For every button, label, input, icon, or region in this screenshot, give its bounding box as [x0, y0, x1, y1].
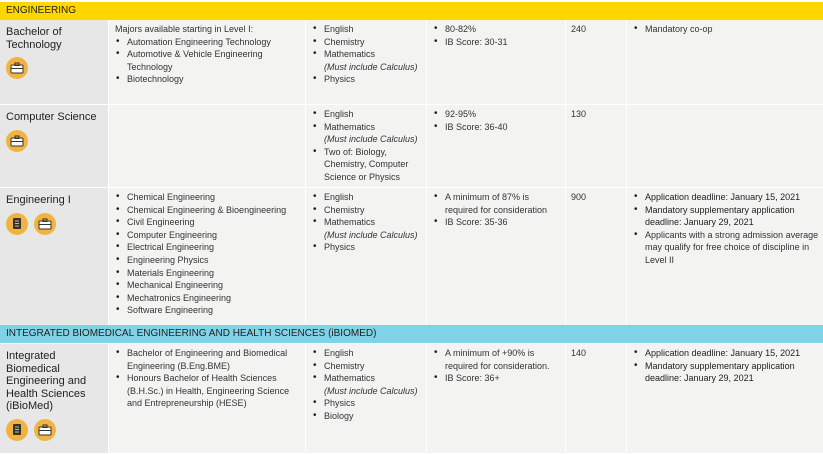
list-item: • Chemistry: [312, 204, 424, 217]
list-item: • Civil Engineering: [115, 216, 301, 229]
list-item: • Electrical Engineering: [115, 241, 301, 254]
courses-cell: [306, 344, 426, 453]
program-name-cell: [0, 188, 108, 325]
section-header-engineering: ENGINEERING: [0, 2, 823, 20]
list-item: • Honours Bachelor of Health Sciences (B.H.Sc.) in Health, Engineering Science and Entrepreneurship (HESE): [115, 372, 301, 410]
courses-cell: [306, 20, 426, 104]
list-item: • Mathematics: [312, 121, 424, 134]
program-name: Engineering I: [6, 194, 71, 206]
table-row: [0, 105, 823, 188]
briefcase-icon: [34, 213, 56, 235]
list-item-note: (Must include Calculus): [324, 134, 418, 145]
list-item: • English: [312, 347, 424, 360]
document-icon: [6, 213, 28, 235]
table-row: [0, 344, 823, 454]
list-item: • 92-95%: [433, 108, 563, 121]
list-item-note: (Must include Calculus): [324, 61, 418, 72]
list-item: • Mathematics: [312, 216, 424, 229]
admission-cell: [427, 20, 565, 104]
enrolment-value: 240: [571, 24, 587, 34]
courses-cell: [306, 188, 426, 325]
list-item: • Chemical Engineering: [115, 191, 301, 204]
list-item: • Mandatory co-op: [633, 23, 821, 36]
list-item: • Mandatory supplementary application deadline: January 29, 2021: [633, 204, 821, 229]
list-item: • IB Score: 30-31: [433, 36, 563, 49]
program-name-cell: [0, 20, 108, 104]
list-item: • Mathematics: [312, 372, 424, 385]
briefcase-icon: [6, 57, 28, 79]
list-item: • Physics: [312, 73, 424, 86]
notes-cell: [627, 20, 823, 104]
list-item: • Two of: Biology, Chemistry, Computer Science or Physics: [312, 146, 424, 184]
list-item: • Biology: [312, 410, 424, 423]
enrolment-value: 130: [571, 109, 587, 119]
list-item: • Physics: [312, 241, 424, 254]
majors-cell: [109, 188, 305, 325]
admission-cell: [427, 105, 565, 187]
enrolment-value: 140: [571, 348, 587, 358]
majors-cell: [109, 20, 305, 104]
enrolment-cell: [566, 344, 626, 453]
list-item: • Chemistry: [312, 36, 424, 49]
majors-cell: [109, 344, 305, 453]
list-item: • Materials Engineering: [115, 267, 301, 280]
table-row: [0, 188, 823, 326]
list-item: • Mechatronics Engineering: [115, 292, 301, 305]
program-name: Integrated Biomedical Engineering and Health Sciences (iBioMed): [6, 350, 87, 412]
list-item: • English: [312, 108, 424, 121]
list-item-note: (Must include Calculus): [324, 385, 418, 396]
list-item: • Automation Engineering Technology: [115, 36, 301, 49]
list-item: • Application deadline: January 15, 2021: [633, 347, 821, 360]
list-item: • Automotive & Vehicle Engineering Technology: [115, 48, 301, 73]
list-item: • Applicants with a strong admission average may qualify for free choice of discipline in Level II: [633, 229, 821, 267]
list-item: • Computer Engineering: [115, 229, 301, 242]
notes-cell: [627, 188, 823, 325]
enrolment-cell: [566, 188, 626, 325]
list-item: • A minimum of 87% is required for consideration: [433, 191, 563, 216]
list-item: • A minimum of +90% is required for consideration.: [433, 347, 563, 372]
document-icon: [6, 419, 28, 441]
admission-cell: [427, 344, 565, 453]
courses-cell: [306, 105, 426, 187]
list-item: • English: [312, 23, 424, 36]
briefcase-icon: [34, 419, 56, 441]
majors-intro: Majors available starting in Level I:: [115, 24, 254, 34]
majors-cell: [109, 105, 305, 187]
list-item-note: (Must include Calculus): [324, 229, 418, 240]
enrolment-cell: [566, 105, 626, 187]
list-item: • Physics: [312, 397, 424, 410]
list-item: • 80-82%: [433, 23, 563, 36]
program-name-cell: [0, 344, 108, 453]
list-item: • Biotechnology: [115, 73, 301, 86]
list-item: • Mechanical Engineering: [115, 279, 301, 292]
briefcase-icon: [6, 130, 28, 152]
enrolment-cell: [566, 20, 626, 104]
list-item: • Bachelor of Engineering and Biomedical Engineering (B.Eng.BME): [115, 347, 301, 372]
section-header-ibiomed: INTEGRATED BIOMEDICAL ENGINEERING AND HEALTH SCIENCES (iBIOMED): [0, 325, 823, 343]
list-item: • Mathematics: [312, 48, 424, 61]
notes-cell: [627, 105, 823, 187]
list-item: • Software Engineering: [115, 304, 301, 317]
list-item: • Application deadline: January 15, 2021: [633, 191, 821, 204]
list-item: • IB Score: 35-36: [433, 216, 563, 229]
program-name: Bachelor of Technology: [6, 26, 62, 51]
list-item: • IB Score: 36-40: [433, 121, 563, 134]
list-item: • Mandatory supplementary application deadline: January 29, 2021: [633, 360, 821, 385]
table-row: [0, 20, 823, 105]
program-name-cell: [0, 105, 108, 187]
list-item: • Engineering Physics: [115, 254, 301, 267]
enrolment-value: 900: [571, 192, 587, 202]
admission-cell: [427, 188, 565, 325]
list-item: • Chemical Engineering & Bioengineering: [115, 204, 301, 217]
list-item: • IB Score: 36+: [433, 372, 563, 385]
list-item: • English: [312, 191, 424, 204]
notes-cell: [627, 344, 823, 453]
program-name: Computer Science: [6, 111, 97, 123]
list-item: • Chemistry: [312, 360, 424, 373]
